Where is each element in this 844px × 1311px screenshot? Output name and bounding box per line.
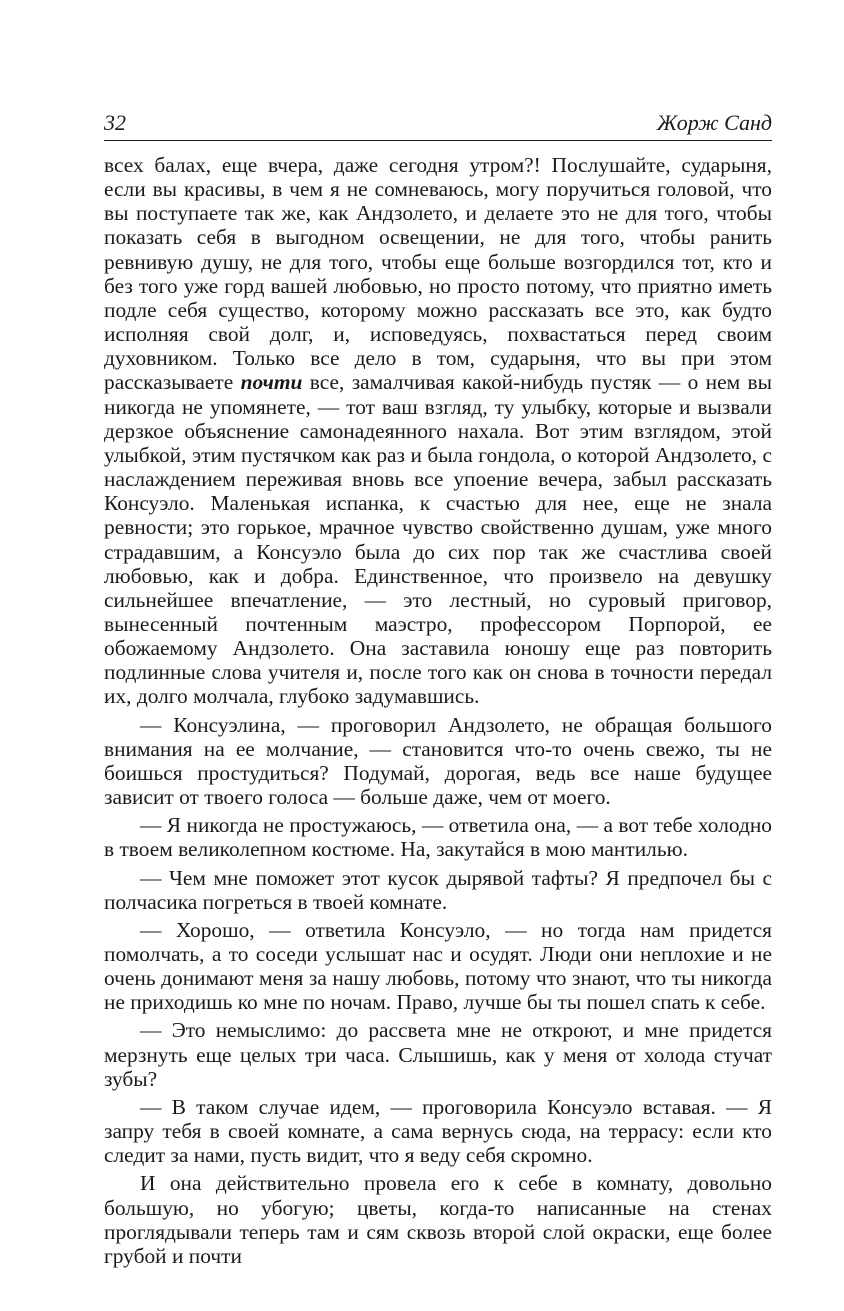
paragraph-1-text-after: все, замалчивая какой-нибудь пустяк — о нем вы никогда не упомянете, — тот ваш взгляд, ту улыбку, которые и вызвали дерзкое объяснение самонадеянного нахала. Вот этим взглядом, этой улыбкой, этим пустячком как раз и была гондола, о которой Андзолето, с наслаждением переживая вновь все упоение вечера, забыл рассказать Консуэло. Маленькая испанка, к счастью для нее, еще не знала ревности; это горькое, мрачное чувство свойственно душам, уже много страдавшим, а Консуэло была до сих пор так же счастлива своей любовью, как и добра. Единственное, что произвело на девушку сильнейшее впечатление, — это лестный, но суровый приговор, вынесенный почтенным маэстро, профессором Порпорой, ее обожаемому Андзолето. Она заставила юношу еще раз повторить подлинные слова учителя и, после того как он снова в точности передал их, долго молчала, глубоко задумавшись. (104, 370, 772, 709)
paragraph-6: — Это немыслимо: до рассвета мне не откроют, и мне придется мерзнуть еще целых три часа. Слышишь, как у меня от холода стучат зубы? (104, 1018, 772, 1091)
paragraph-1-text-before: всех балах, еще вчера, даже сегодня утром?! Послушайте, сударыня, если вы красивы, в чем я не сомневаюсь, могу поручиться головой, что вы поступаете так же, как Андзолето, и делаете это не для того, чтобы показать себя в выгодном освещении, не для того, чтобы ранить ревнивую душу, не для того, чтобы еще больше возгордился тот, кто и без того уже горд вашей любовью, но просто потому, что приятно иметь подле себя существо, которому можно рассказать все это, как будто исполняя свой долг, и, исповедуясь, похвастаться перед своим духовником. Только все дело в том, сударыня, что вы при этом рассказываете (104, 153, 772, 395)
running-title: Жорж Санд (656, 110, 772, 135)
paragraph-8: И она действительно провела его к себе в комнату, довольно большую, но убогую; цветы, когда-то написанные на стенах проглядывали теперь там и сям сквозь второй слой окраски, еще более грубой и почти (104, 1171, 772, 1268)
body-text (104, 153, 772, 1268)
paragraph-2: — Консуэлина, — проговорил Андзолето, не обращая большого внимания на ее молчание, — становится что-то очень свежо, ты не боишься простудиться? Подумай, дорогая, ведь все наше будущее зависит от твоего голоса — больше даже, чем от моего. (104, 712, 772, 810)
running-head (104, 108, 772, 141)
emphasized-word: почти (240, 370, 303, 395)
paragraph-7: — В таком случае идем, — проговорила Консуэло вставая. — Я запру тебя в своей комнате, а сама вернусь сюда, на террасу: если кто следит за нами, пусть видит, что я веду себя скромно. (104, 1094, 772, 1168)
page-number: 32 (104, 110, 126, 135)
paragraph-4: — Чем мне поможет этот кусок дырявой тафты? Я предпочел бы с полчасика погреться в твоей комнате. (104, 865, 772, 914)
paragraph-1 (104, 153, 772, 709)
paragraph-3: — Я никогда не простужаюсь, — ответила она, — а вот тебе холодно в твоем великолепном костюме. На, закутайся в мою мантилью. (104, 813, 772, 862)
paragraph-5: — Хорошо, — ответила Консуэло, — но тогда нам придется помолчать, а то соседи услышат нас и осудят. Люди они неплохие и не очень донимают меня за нашу любовь, потому что знают, что ты никогда не приходишь ко мне по ночам. Право, лучше бы ты пошел спать к себе. (104, 917, 772, 1015)
